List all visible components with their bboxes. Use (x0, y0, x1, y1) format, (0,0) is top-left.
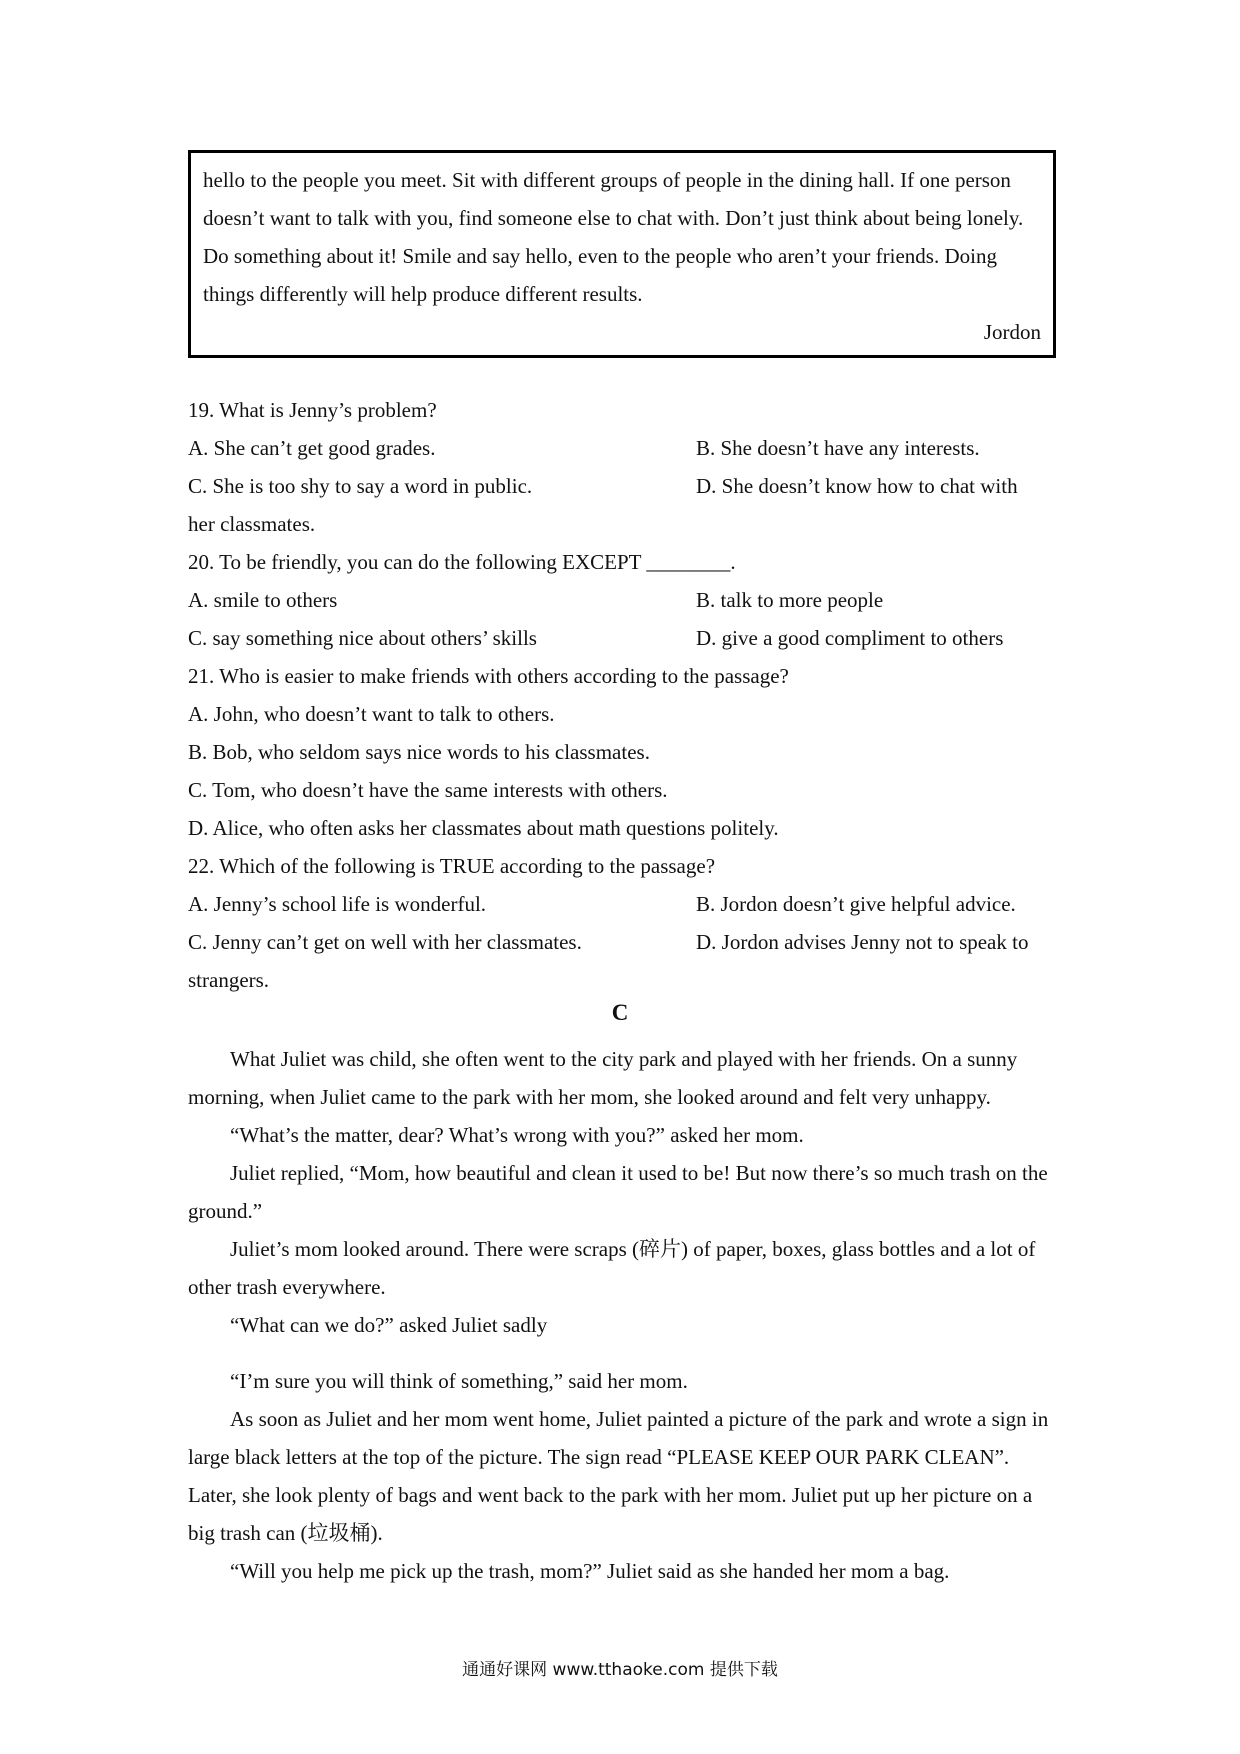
question-21-option-d: D. Alice, who often asks her classmates about math questions politely. (188, 816, 779, 840)
question-22-option-d: D. Jordon advises Jenny not to speak to (696, 930, 1029, 954)
question-20-option-d: D. give a good compliment to others (696, 626, 1004, 650)
question-22-row-cd (188, 923, 1068, 961)
passage-paragraph: Juliet’s mom looked around. There were scraps (碎片) of paper, boxes, glass bottles and a lot of other trash everywhere. (188, 1237, 1036, 1299)
question-19-row-ab (188, 429, 1068, 467)
question-22-option-b: B. Jordon doesn’t give helpful advice. (696, 892, 1016, 916)
passage-paragraph: “What can we do?” asked Juliet sadly (230, 1313, 548, 1337)
question-21-option-a: A. John, who doesn’t want to talk to others. (188, 702, 555, 726)
section-heading: C (611, 1000, 629, 1025)
question-20-option-c: C. say something nice about others’ skills (188, 626, 537, 650)
question-21-stem: 21. Who is easier to make friends with others according to the passage? (188, 664, 789, 688)
passage-paragraph: “I’m sure you will think of something,” said her mom. (230, 1369, 688, 1393)
letter-box (188, 150, 1056, 358)
question-22-option-a: A. Jenny’s school life is wonderful. (188, 892, 487, 916)
question-21-option-b: B. Bob, who seldom says nice words to his classmates. (188, 740, 650, 764)
question-19-option-d-continued: her classmates. (188, 512, 316, 536)
question-19-stem: 19. What is Jenny’s problem? (188, 398, 437, 422)
question-22-stem: 22. Which of the following is TRUE according to the passage? (188, 854, 716, 878)
passage-paragraph: Juliet replied, “Mom, how beautiful and clean it used to be! But now there’s so much trash on the ground.” (188, 1161, 1048, 1223)
passage-paragraph: What Juliet was child, she often went to the city park and played with her friends. On a sunny morning, when Juliet came to the park with her mom, she looked around and felt very unhappy. (188, 1047, 1018, 1109)
passage-paragraph: “Will you help me pick up the trash, mom?” Juliet said as she handed her mom a bag. (230, 1559, 950, 1583)
question-22-option-c: C. Jenny can’t get on well with her classmates. (188, 930, 582, 954)
question-19-option-c: C. She is too shy to say a word in public. (188, 474, 533, 498)
question-20-option-b: B. talk to more people (696, 588, 884, 612)
question-list (188, 391, 1068, 999)
question-20-row-cd (188, 619, 1068, 657)
letter-signature: Jordon (983, 320, 1041, 344)
question-20-row-ab (188, 581, 1068, 619)
passage-paragraph: “What’s the matter, dear? What’s wrong with you?” asked her mom. (230, 1123, 804, 1147)
question-22-row-ab (188, 885, 1068, 923)
page-footer: 通通好课网 www.tthaoke.com 提供下载 (462, 1660, 778, 1680)
question-19-option-d: D. She doesn’t know how to chat with (696, 474, 1018, 498)
question-19-row-cd (188, 467, 1068, 505)
question-19-option-b: B. She doesn’t have any interests. (696, 436, 980, 460)
question-22-option-d-continued: strangers. (188, 968, 270, 992)
question-20-stem: 20. To be friendly, you can do the following EXCEPT ________. (188, 550, 736, 574)
question-20-option-a: A. smile to others (188, 588, 338, 612)
passage-c (188, 1040, 1056, 1590)
passage-paragraph: As soon as Juliet and her mom went home, Juliet painted a picture of the park and wrote a sign in large black letters at the top of the picture. The sign read “PLEASE KEEP OUR PARK CLEAN”. Later, she look plenty of bags and went back to the park with her mom. Juliet put up her picture on a big trash can (垃圾桶). (188, 1407, 1049, 1545)
question-19-option-a: A. She can’t get good grades. (188, 436, 436, 460)
question-21-option-c: C. Tom, who doesn’t have the same interests with others. (188, 778, 668, 802)
letter-paragraph: hello to the people you meet. Sit with different groups of people in the dining hall. If one person doesn’t want to talk with you, find someone else to chat with. Don’t just think about being lonely. Do something about it! Smile and say hello, even to the people who aren’t your friends. Doing things differently will help produce different results. (203, 168, 1024, 306)
